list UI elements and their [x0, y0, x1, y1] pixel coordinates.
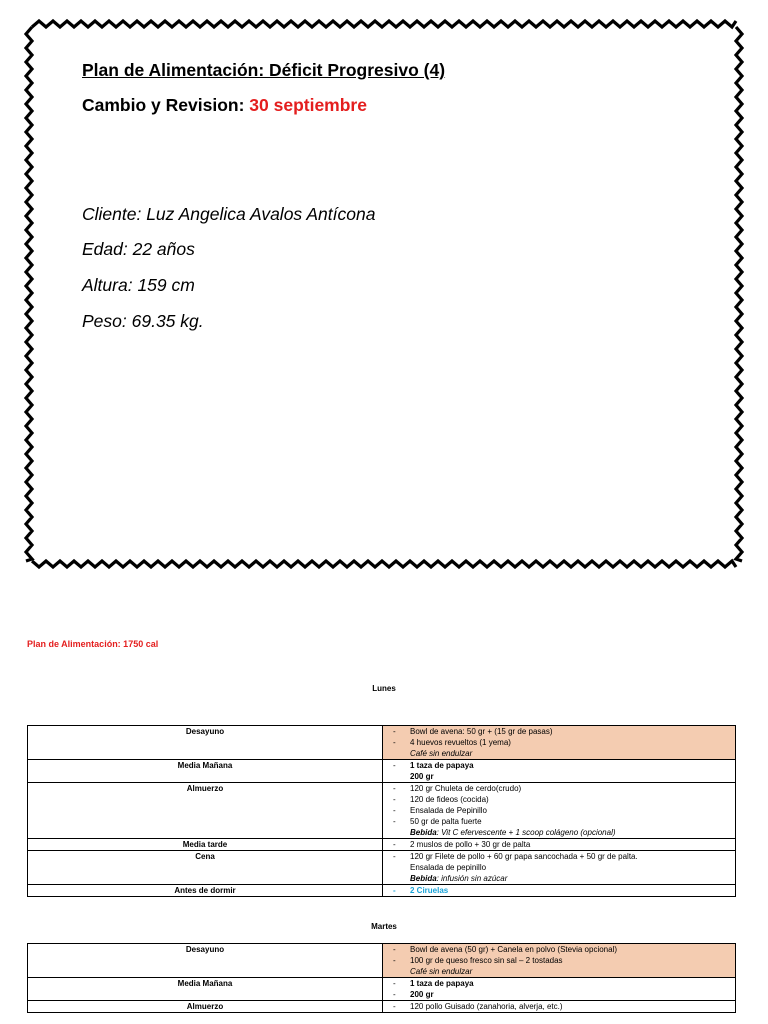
client-weight: Peso: 69.35 kg. — [82, 311, 204, 331]
plan-heading: Plan de Alimentación: Déficit Progresivo (4) — [82, 60, 446, 80]
revision-label: Cambio y Revision: — [82, 95, 245, 115]
table-row — [28, 839, 736, 851]
table-row — [28, 851, 736, 885]
day-label-lunes: Lunes — [372, 684, 396, 693]
meal-label: Media tarde — [28, 839, 383, 851]
client-age: Edad: 22 años — [82, 239, 195, 259]
meal-label: Almuerzo — [28, 1001, 383, 1013]
meal-content: - 120 gr Chuleta de cerdo(crudo) - 120 de fideos (cocida) - Ensalada de Pepinillo - 50 gr de palta fuerte Bebida: Vit C efervescente + 1 scoop colágeno (opcional) — [383, 783, 736, 839]
table-row — [28, 978, 736, 1001]
table-row — [28, 1001, 736, 1013]
meal-label: Almuerzo — [28, 783, 383, 839]
meal-content: - Bowl de avena: 50 gr + (15 gr de pasas) - 4 huevos revueltos (1 yema) Café sin endulzar — [383, 726, 736, 760]
meal-content: - 120 pollo Guisado (zanahoria, alverja, etc.) — [383, 1001, 736, 1013]
meal-content: - 120 gr Filete de pollo + 60 gr papa sancochada + 50 gr de palta. Ensalada de pepinillo Bebida: infusión sin azúcar — [383, 851, 736, 885]
table-row — [28, 944, 736, 978]
table-row — [28, 726, 736, 760]
meal-label: Media Mañana — [28, 760, 383, 783]
meal-label: Antes de dormir — [28, 885, 383, 897]
meal-content: - 2 Ciruelas — [383, 885, 736, 897]
client-name: Cliente: Luz Angelica Avalos Antícona — [82, 204, 376, 224]
meal-table-lunes — [27, 725, 736, 897]
meal-label: Media Mañana — [28, 978, 383, 1001]
revision-line — [82, 95, 367, 116]
day-label-martes: Martes — [371, 922, 397, 931]
meal-label: Desayuno — [28, 944, 383, 978]
meal-label: Cena — [28, 851, 383, 885]
plan-calories-title: Plan de Alimentación: 1750 cal — [27, 639, 159, 649]
client-height: Altura: 159 cm — [82, 275, 195, 295]
meal-content: - 2 muslos de pollo + 30 gr de palta — [383, 839, 736, 851]
revision-date: 30 septiembre — [249, 95, 367, 115]
table-row — [28, 885, 736, 897]
meal-table-martes — [27, 943, 736, 1013]
meal-content: - 1 taza de papaya - 200 gr — [383, 978, 736, 1001]
table-row — [28, 760, 736, 783]
meal-content: - Bowl de avena (50 gr) + Canela en polvo (Stevia opcional) - 100 gr de queso fresco sin sal – 2 tostadas Café sin endulzar — [383, 944, 736, 978]
meal-content: - 1 taza de papaya 200 gr — [383, 760, 736, 783]
meal-label: Desayuno — [28, 726, 383, 760]
table-row — [28, 783, 736, 839]
